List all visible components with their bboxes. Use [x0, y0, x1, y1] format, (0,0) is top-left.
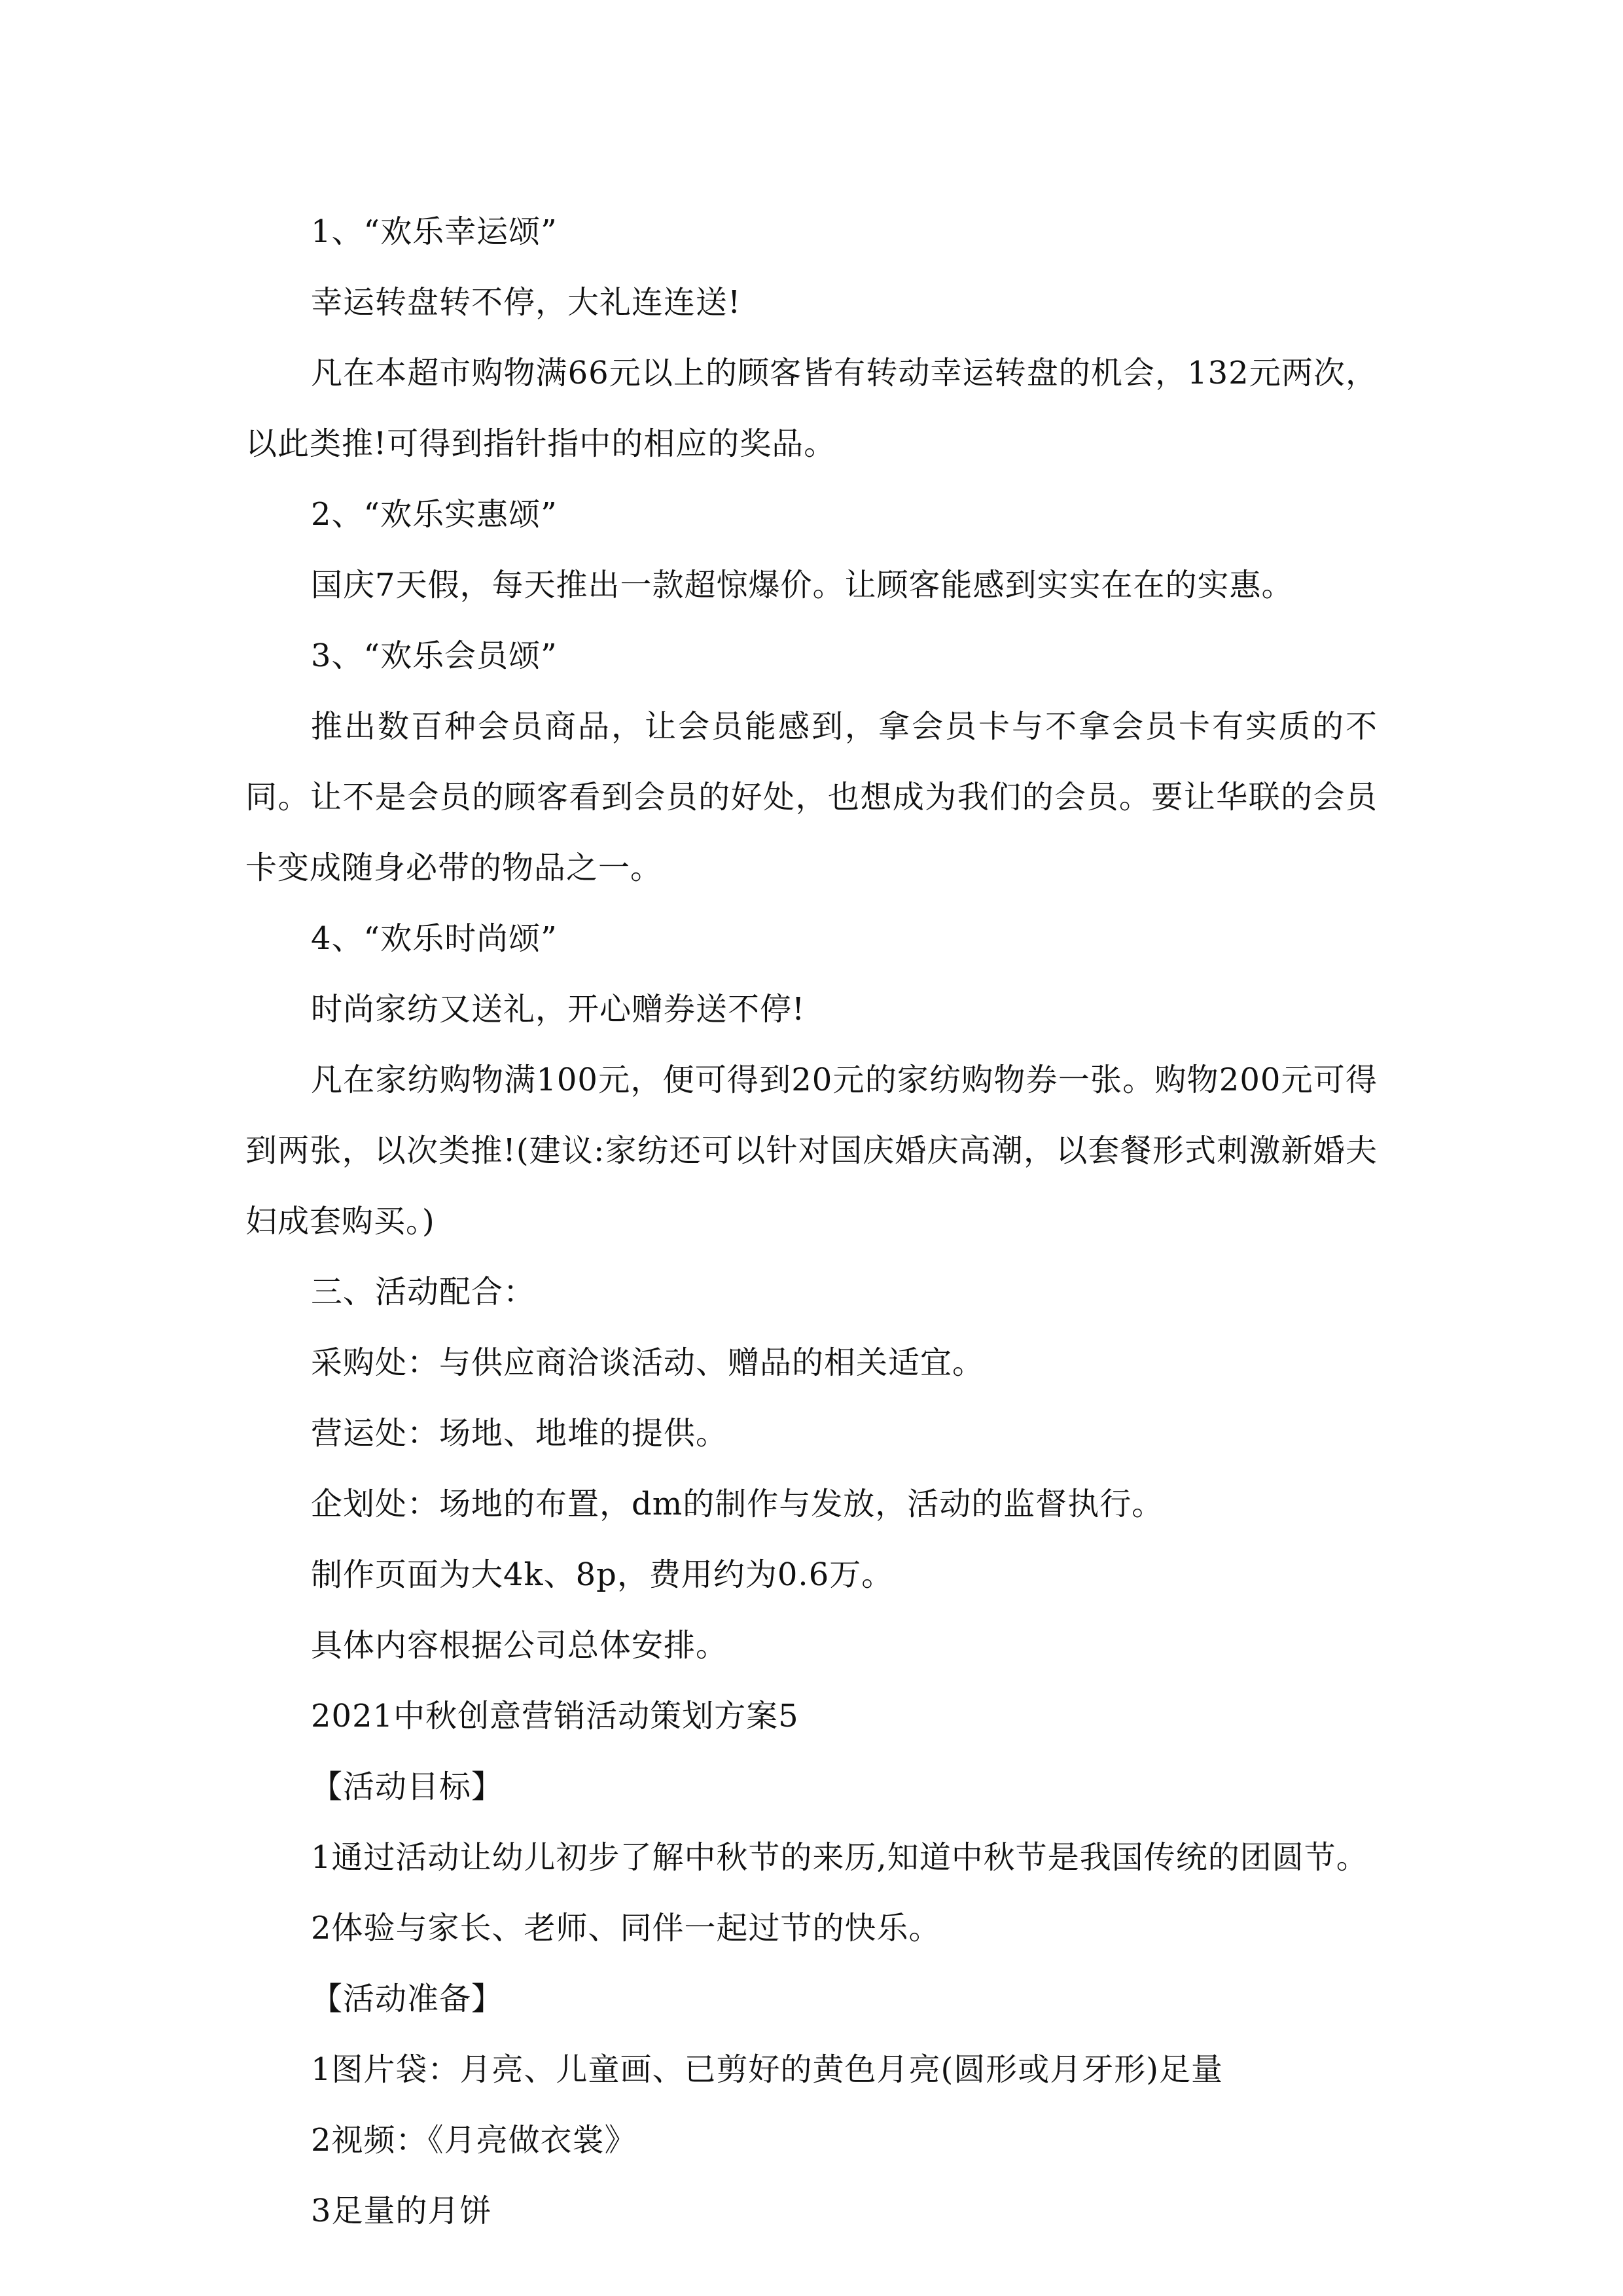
- paragraph-prep-1: 1图片袋：月亮、儿童画、已剪好的黄色月亮(圆形或月牙形)足量: [311, 2051, 1223, 2088]
- heading-activity-preparation: 【活动准备】: [311, 1981, 504, 2017]
- paragraph-goal-2: 2体验与家长、老师、同伴一起过节的快乐。: [311, 1910, 941, 1946]
- paragraph-textile-coupon: 凡在家纺购物满100元，便可得到20元的家纺购物券一张。购物200元可得到两张，以次类推!(建议:家纺还可以针对国庆婚庆高潮，以套餐形式刺激新婚夫妇成套购买。): [245, 1062, 1378, 1240]
- paragraph-prep-2: 2视频：《月亮做衣裳》: [311, 2122, 637, 2159]
- paragraph-purchasing-dept: 采购处：与供应商洽谈活动、赠品的相关适宜。: [311, 1344, 985, 1381]
- heading-happy-lucky: 1、“欢乐幸运颂”: [311, 213, 558, 250]
- paragraph-lucky-wheel-slogan: 幸运转盘转不停，大礼连连送!: [311, 284, 741, 321]
- heading-happy-fashion: 4、“欢乐时尚颂”: [311, 920, 558, 957]
- heading-happy-value: 2、“欢乐实惠颂”: [311, 496, 558, 533]
- paragraph-planning-dept: 企划处：场地的布置，dm的制作与发放，活动的监督执行。: [311, 1486, 1164, 1522]
- heading-activity-goals: 【活动目标】: [311, 1768, 504, 1805]
- document-body: [245, 196, 1378, 2246]
- paragraph-operations-dept: 营运处：场地、地堆的提供。: [311, 1415, 728, 1452]
- paragraph-daily-deals: 国庆7天假，每天推出一款超惊爆价。让顾客能感到实实在在的实惠。: [311, 567, 1294, 603]
- heading-activity-coordination: 三、活动配合：: [311, 1274, 536, 1310]
- paragraph-company-arrangement: 具体内容根据公司总体安排。: [311, 1627, 728, 1664]
- paragraph-production-cost: 制作页面为大4k、8p，费用约为0.6万。: [311, 1556, 894, 1593]
- paragraph-fashion-slogan: 时尚家纺又送礼，开心赠券送不停!: [311, 991, 806, 1028]
- paragraph-member-benefits: 推出数百种会员商品，让会员能感到，拿会员卡与不拿会员卡有实质的不同。让不是会员的顾客看到会员的好处，也想成为我们的会员。要让华联的会员卡变成随身必带的物品之一。: [245, 708, 1378, 886]
- paragraph-goal-1: 1通过活动让幼儿初步了解中秋节的来历,知道中秋节是我国传统的团圆节。: [311, 1839, 1368, 1876]
- paragraph-lucky-wheel-rules: 凡在本超市购物满66元以上的顾客皆有转动幸运转盘的机会，132元两次，以此类推!可得到指针指中的相应的奖品。: [245, 355, 1378, 462]
- heading-happy-member: 3、“欢乐会员颂”: [311, 637, 558, 674]
- section-title-plan-5: 2021中秋创意营销活动策划方案5: [311, 1698, 799, 1734]
- paragraph-prep-3: 3足量的月饼: [311, 2193, 492, 2229]
